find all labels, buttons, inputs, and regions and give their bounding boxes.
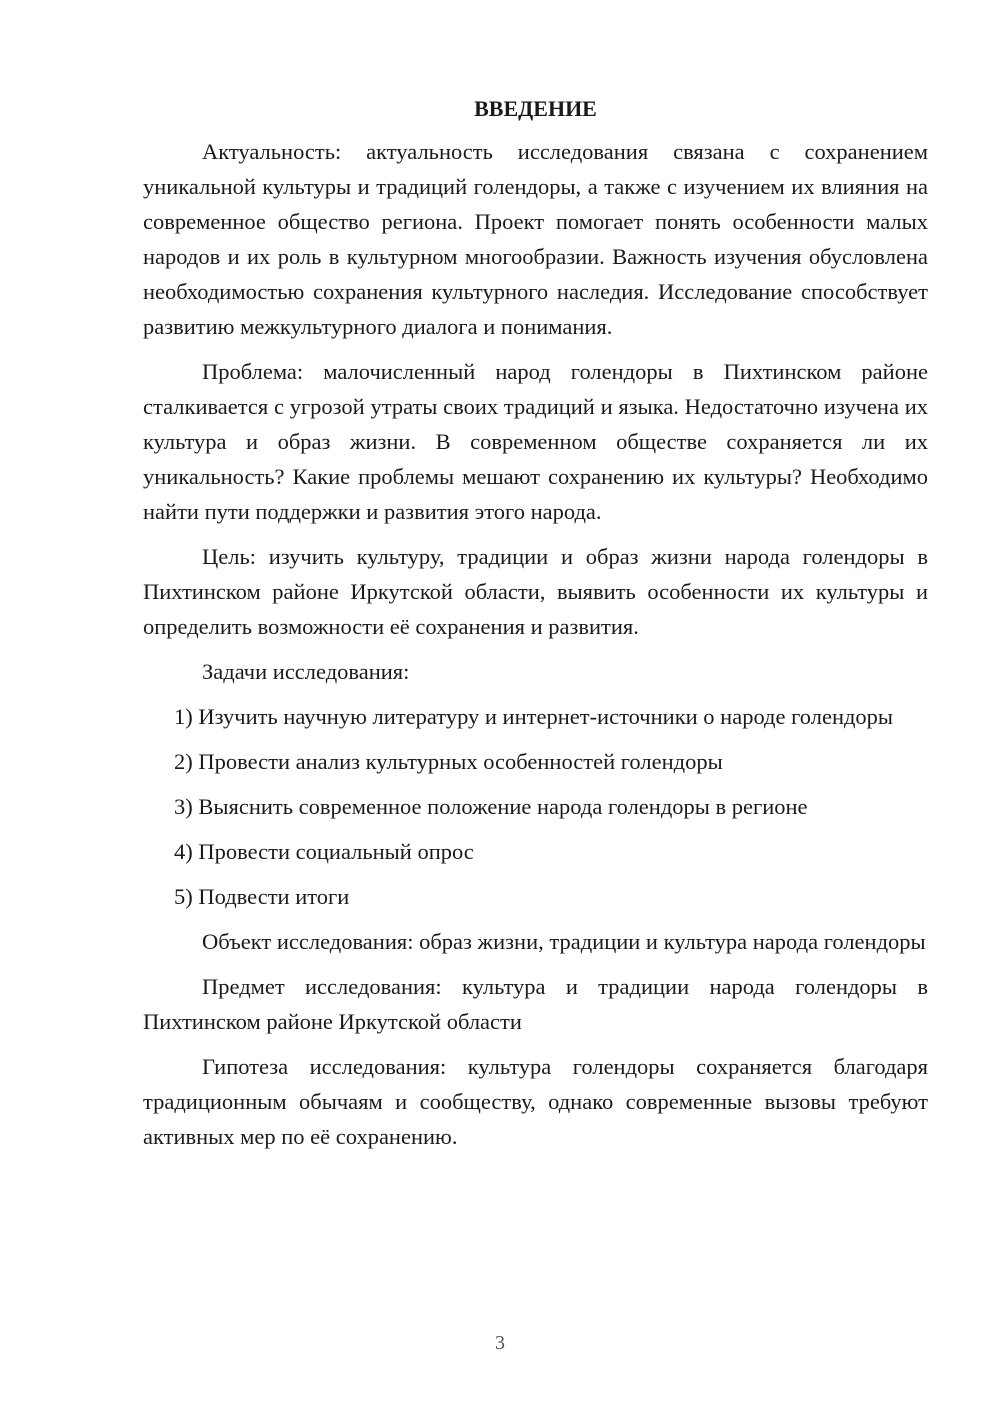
task-item: 5) Подвести итоги: [174, 884, 350, 909]
relevance-paragraph: Актуальность: актуальность исследования связана с сохранением уникальной культуры и традиций голендоры, а также с изучением их влияния на современное общество региона. Проект помогает понять особенности малых народов и их роль в культурном многообразии. Важность изучения обусловлена необходимостью сохранения культурного наследия. Исследование способствует развитию межкультурного диалога и понимания.: [143, 139, 928, 339]
task-item: 3) Выяснить современное положение народа голендоры в регионе: [174, 794, 808, 819]
problem-paragraph: Проблема: малочисленный народ голендоры в Пихтинском районе сталкивается с угрозой утраты своих традиций и языка. Недостаточно изучена их культура и образ жизни. В современном обществе сохраняется ли их уникальность? Какие проблемы мешают сохранению их культуры? Необходимо найти пути поддержки и развития этого народа.: [143, 359, 928, 524]
goal-paragraph: Цель: изучить культуру, традиции и образ жизни народа голендоры в Пихтинском районе Иркутской области, выявить особенности их культуры и определить возможности её сохранения и развития.: [143, 544, 928, 639]
document-page: [143, 92, 928, 1164]
task-item: 1) Изучить научную литературу и интернет-источники о народе голендоры: [174, 704, 894, 729]
object-paragraph: Объект исследования: образ жизни, традиции и культура народа голендоры: [202, 929, 926, 954]
page-number: 3: [495, 1332, 505, 1354]
tasks-title: Задачи исследования:: [202, 659, 410, 684]
subject-paragraph: Предмет исследования: культура и традиции народа голендоры в Пихтинском районе Иркутской области: [143, 974, 928, 1034]
task-item: 4) Провести социальный опрос: [174, 839, 474, 864]
page-heading: ВВЕДЕНИЕ: [474, 96, 597, 121]
task-item: 2) Провести анализ культурных особенностей голендоры: [174, 749, 723, 774]
hypothesis-paragraph: Гипотеза исследования: культура голендоры сохраняется благодаря традиционным обычаям и сообществу, однако современные вызовы требуют активных мер по её сохранению.: [143, 1054, 928, 1149]
